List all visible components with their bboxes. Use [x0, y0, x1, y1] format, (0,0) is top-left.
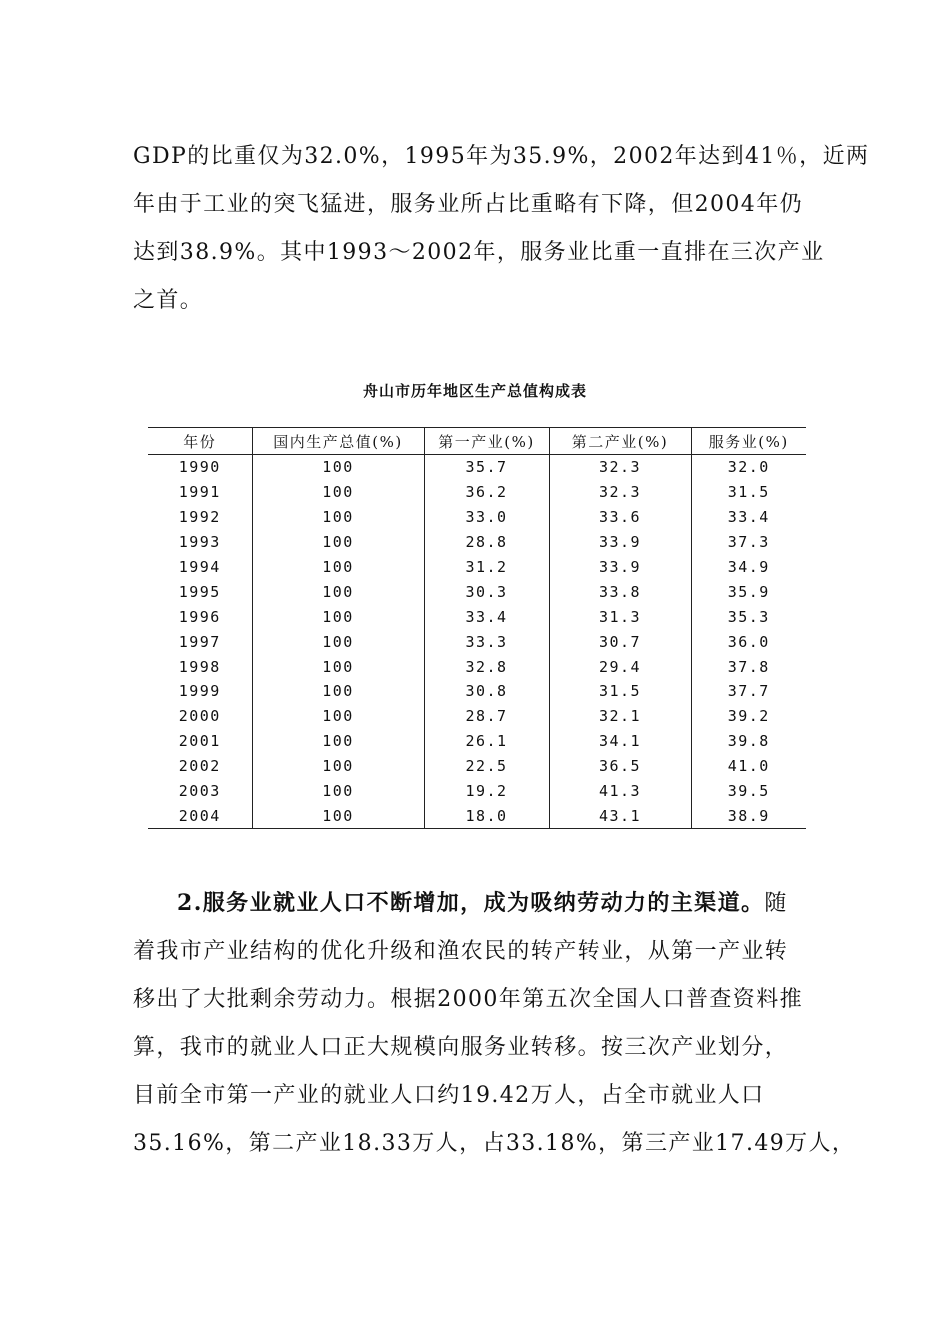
- cell-primary: 30.3: [424, 579, 549, 604]
- cell-primary: 26.1: [424, 729, 549, 754]
- text-line: 着我市产业结构的优化升级和渔农民的转产转业，从第一产业转: [133, 939, 789, 964]
- cell-gdp: 100: [252, 779, 424, 804]
- table-row: [148, 555, 806, 580]
- table-row: [148, 729, 806, 754]
- table-header-row: [148, 428, 806, 455]
- text-line: 算，我市的就业人口正大规模向服务业转移。按三次产业划分，: [133, 1035, 789, 1060]
- header-year: 年份: [148, 428, 252, 455]
- cell-primary: 22.5: [424, 754, 549, 779]
- gdp-composition-table: [148, 427, 806, 829]
- cell-primary: 32.8: [424, 654, 549, 679]
- cell-year: 1993: [178, 533, 221, 552]
- cell-service: 37.8: [691, 654, 806, 679]
- cell-year: 2003: [178, 782, 221, 801]
- cell-gdp: 100: [252, 579, 424, 604]
- cell-service: 34.9: [691, 555, 806, 580]
- cell-primary: 19.2: [424, 779, 549, 804]
- cell-year: 1991: [178, 483, 221, 502]
- text-line: 移出了大批剩余劳动力。根据2000年第五次全国人口普查资料推: [133, 987, 803, 1012]
- header-primary-industry: 第一产业(%): [424, 428, 549, 455]
- paragraph-employment: [133, 879, 856, 1168]
- text-line: 35.16%，第二产业18.33万人，占33.18%，第三产业17.49万人，: [133, 1131, 856, 1156]
- cell-secondary: 41.3: [549, 779, 691, 804]
- cell-service: 33.4: [691, 505, 806, 530]
- cell-gdp: 100: [252, 604, 424, 629]
- cell-gdp: 100: [252, 505, 424, 530]
- table-title: 舟山市历年地区生产总值构成表: [362, 382, 587, 400]
- cell-service: 38.9: [691, 803, 806, 828]
- table-row: [148, 654, 806, 679]
- cell-year: 2001: [178, 732, 221, 751]
- cell-primary: 36.2: [424, 480, 549, 505]
- cell-year: 2004: [148, 803, 252, 828]
- cell-gdp: 100: [252, 629, 424, 654]
- table-row: [148, 505, 806, 530]
- cell-service: 39.8: [691, 729, 806, 754]
- cell-secondary: 33.9: [549, 555, 691, 580]
- cell-service: 35.9: [691, 579, 806, 604]
- cell-service: 39.5: [691, 779, 806, 804]
- cell-service: 41.0: [691, 754, 806, 779]
- cell-service: 36.0: [691, 629, 806, 654]
- text-line: 之首。: [133, 288, 204, 313]
- cell-service: 39.2: [691, 704, 806, 729]
- table-row: [148, 803, 806, 828]
- cell-service: 37.7: [691, 679, 806, 704]
- header-secondary-industry: 第二产业(%): [549, 428, 691, 455]
- cell-primary: 18.0: [424, 803, 549, 828]
- heading-trailing-text: 随: [764, 891, 788, 916]
- cell-year: 1994: [178, 558, 221, 576]
- table-row: [148, 629, 806, 654]
- cell-year: 2002: [178, 757, 221, 776]
- table-row: [148, 455, 806, 480]
- cell-gdp: 100: [252, 803, 424, 828]
- table-row: [148, 704, 806, 729]
- table-row: [148, 679, 806, 704]
- cell-year: 1998: [178, 657, 221, 676]
- cell-year: 1990: [178, 458, 221, 477]
- cell-primary: 31.2: [424, 555, 549, 580]
- cell-year: 1992: [178, 508, 221, 527]
- cell-gdp: 100: [252, 679, 424, 704]
- table-row: [148, 530, 806, 555]
- header-gdp: 国内生产总值(%): [252, 428, 424, 455]
- cell-secondary: 32.1: [549, 704, 691, 729]
- table-row: [148, 604, 806, 629]
- cell-secondary: 33.9: [549, 530, 691, 555]
- text-line: 达到38.9%。其中1993～2002年，服务业比重一直排在三次产业: [133, 240, 825, 265]
- paragraph-gdp-share: [133, 133, 870, 325]
- cell-gdp: 100: [252, 555, 424, 580]
- text-line: GDP的比重仅为32.0%，1995年为35.9%，2002年达到41％，近两: [133, 144, 870, 169]
- cell-secondary: 33.8: [549, 579, 691, 604]
- cell-primary: 28.7: [424, 704, 549, 729]
- section-heading: 2.服务业就业人口不断增加，成为吸纳劳动力的主渠道。: [177, 890, 765, 916]
- cell-secondary: 29.4: [549, 654, 691, 679]
- cell-service: 31.5: [691, 480, 806, 505]
- cell-service: 35.3: [691, 604, 806, 629]
- cell-secondary: 32.3: [549, 455, 691, 480]
- cell-service: 32.0: [691, 455, 806, 480]
- cell-year: 1997: [178, 632, 221, 651]
- cell-primary: 30.8: [424, 679, 549, 704]
- cell-secondary: 36.5: [549, 754, 691, 779]
- cell-secondary: 31.5: [549, 679, 691, 704]
- table-row: [148, 754, 806, 779]
- cell-service: 37.3: [691, 530, 806, 555]
- cell-secondary: 30.7: [549, 629, 691, 654]
- cell-year: 2000: [178, 707, 221, 726]
- cell-primary: 33.0: [424, 505, 549, 530]
- cell-year: 1999: [178, 682, 221, 701]
- cell-primary: 33.3: [424, 629, 549, 654]
- table-row: [148, 480, 806, 505]
- cell-secondary: 34.1: [549, 729, 691, 754]
- cell-gdp: 100: [252, 654, 424, 679]
- cell-gdp: 100: [252, 480, 424, 505]
- table-row: [148, 579, 806, 604]
- cell-gdp: 100: [252, 704, 424, 729]
- table-body: [148, 455, 806, 829]
- text-line: 年由于工业的突飞猛进，服务业所占比重略有下降，但2004年仍: [133, 192, 803, 217]
- text-line: 目前全市第一产业的就业人口约19.42万人，占全市就业人口: [133, 1083, 765, 1108]
- cell-primary: 33.4: [424, 604, 549, 629]
- header-service-industry: 服务业(%): [691, 428, 806, 455]
- cell-primary: 28.8: [424, 530, 549, 555]
- cell-secondary: 32.3: [549, 480, 691, 505]
- cell-gdp: 100: [252, 530, 424, 555]
- cell-gdp: 100: [252, 754, 424, 779]
- cell-secondary: 43.1: [549, 803, 691, 828]
- cell-secondary: 31.3: [549, 604, 691, 629]
- cell-year: 1996: [178, 607, 221, 626]
- cell-year: 1995: [178, 582, 221, 601]
- text-line: [133, 879, 823, 928]
- cell-gdp: 100: [252, 729, 424, 754]
- cell-gdp: 100: [252, 455, 424, 480]
- table-row: [148, 779, 806, 804]
- cell-primary: 35.7: [424, 455, 549, 480]
- cell-secondary: 33.6: [549, 505, 691, 530]
